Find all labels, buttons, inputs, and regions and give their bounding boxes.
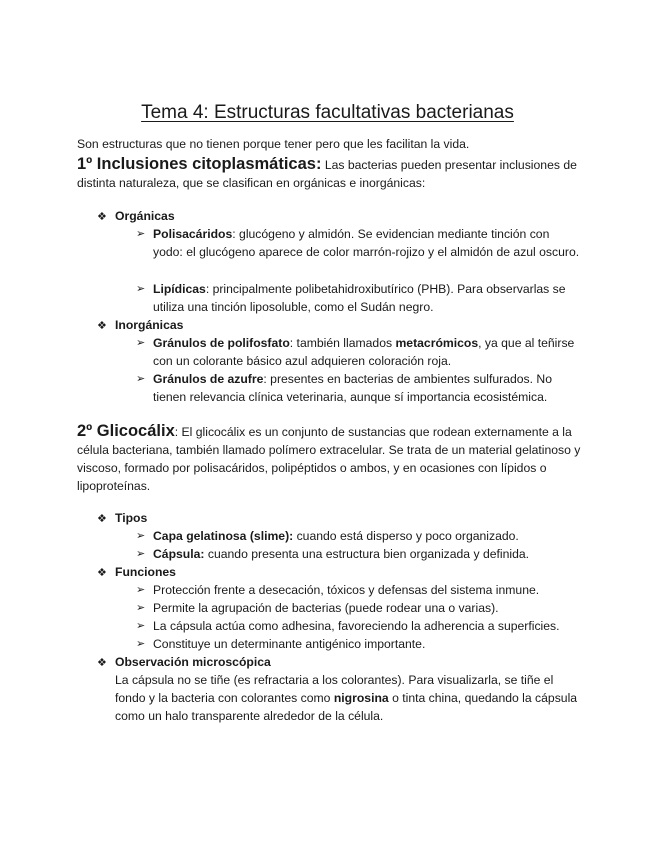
section2-text: : El glicocálix es un conjunto de sustancias que rodean externamente a la célula bacteriana, también llamado polímero extracelular. Se trata de un material gelatinoso y viscoso, formado por polisacáridos, polipéptidos o ambos, y en ocasiones con lípidos o lipoproteínas. <box>77 425 581 493</box>
item-term: Lipídicas <box>153 282 206 296</box>
group-funciones <box>97 563 176 582</box>
item-bold-term: metacrómicos <box>395 336 479 350</box>
list-item <box>136 225 581 261</box>
observacion-text: o tinta china, quedando la cápsula como un halo transparente alrededor de la célula. <box>115 691 578 723</box>
section1-heading: 1º Inclusiones citoplasmáticas: <box>77 155 322 173</box>
page-title: Tema 4: Estructuras facultativas bacterianas <box>141 102 514 123</box>
item-text: Constituye un determinante antigénico importante. <box>153 637 426 651</box>
item-text: : glucógeno y almidón. Se evidencian mediante tinción con yodo: el glucógeno aparece de color marrón-rojizo y el almidón de azul oscuro. <box>153 227 580 259</box>
item-text: Protección frente a desecación, tóxicos y defensas del sistema inmune. <box>153 583 540 597</box>
observacion-bold: nigrosina <box>333 691 389 705</box>
arrow-bullet-icon: ➢ <box>136 584 146 596</box>
arrow-bullet-icon: ➢ <box>136 373 146 385</box>
item-text: , ya que al teñirse con un colorante básico azul adquieren coloración roja. <box>153 336 575 368</box>
item-text: : presentes en bacterias de ambientes sulfurados. No tienen relevancia clínica veterinaria, aunque sí importancia ecosistémica. <box>153 372 552 404</box>
item-text: La cápsula actúa como adhesina, favoreciendo la adherencia a superficies. <box>153 619 560 633</box>
group-tipos <box>97 509 147 528</box>
section1-text: Las bacterias pueden presentar inclusiones de distinta naturaleza, que se clasifican en orgánicas e inorgánicas: <box>77 158 577 190</box>
group-label: Inorgánicas <box>115 318 184 332</box>
group-organicas <box>97 207 175 226</box>
intro-paragraph: Son estructuras que no tienen porque tener pero que les facilitan la vida. <box>77 137 470 151</box>
section1-paragraph <box>77 155 583 192</box>
section2-paragraph <box>77 422 583 495</box>
diamond-bullet-icon: ❖ <box>97 320 107 332</box>
arrow-bullet-icon: ➢ <box>136 337 146 349</box>
list-item <box>136 280 581 316</box>
diamond-bullet-icon: ❖ <box>97 567 107 579</box>
list-item <box>136 617 581 635</box>
item-text: cuando presenta una estructura bien organizada y definida. <box>204 547 530 561</box>
item-text: : principalmente polibetahidroxibutírico (PHB). Para observarlas se utiliza una tinción liposoluble, como el Sudán negro. <box>153 282 566 314</box>
item-text: Permite la agrupación de bacterias (puede rodear una o varias). <box>153 601 499 615</box>
diamond-bullet-icon: ❖ <box>97 657 107 669</box>
item-term: Capa gelatinosa (slime): <box>153 529 294 543</box>
arrow-bullet-icon: ➢ <box>136 638 146 650</box>
arrow-bullet-icon: ➢ <box>136 283 146 295</box>
group-inorganicas <box>97 316 183 335</box>
group-label: Observación microscópica <box>115 655 271 669</box>
list-item <box>136 599 581 617</box>
list-item <box>136 581 581 599</box>
arrow-bullet-icon: ➢ <box>136 530 146 542</box>
group-label: Tipos <box>115 511 148 525</box>
group-label: Orgánicas <box>115 209 175 223</box>
item-term: Gránulos de polifosfato <box>153 336 290 350</box>
group-label: Funciones <box>115 565 176 579</box>
section2-heading: 2º Glicocálix <box>77 422 175 440</box>
diamond-bullet-icon: ❖ <box>97 513 107 525</box>
item-term: Cápsula: <box>153 547 205 561</box>
arrow-bullet-icon: ➢ <box>136 228 146 240</box>
observacion-paragraph <box>115 671 583 725</box>
item-term: Gránulos de azufre <box>153 372 264 386</box>
item-term: Polisacáridos <box>153 227 233 241</box>
list-item <box>136 635 581 653</box>
observacion-text: La cápsula no se tiñe (es refractaria a los colorantes). Para visualizarla, se tiñe el fondo y la bacteria con colorantes como <box>115 673 554 705</box>
list-item <box>136 370 581 406</box>
item-text: : también llamados <box>289 336 396 350</box>
diamond-bullet-icon: ❖ <box>97 211 107 223</box>
group-observacion <box>97 653 271 672</box>
arrow-bullet-icon: ➢ <box>136 548 146 560</box>
arrow-bullet-icon: ➢ <box>136 620 146 632</box>
list-item <box>136 527 581 545</box>
list-item <box>136 334 581 370</box>
item-text: cuando está disperso y poco organizado. <box>293 529 519 543</box>
arrow-bullet-icon: ➢ <box>136 602 146 614</box>
list-item <box>136 545 581 563</box>
